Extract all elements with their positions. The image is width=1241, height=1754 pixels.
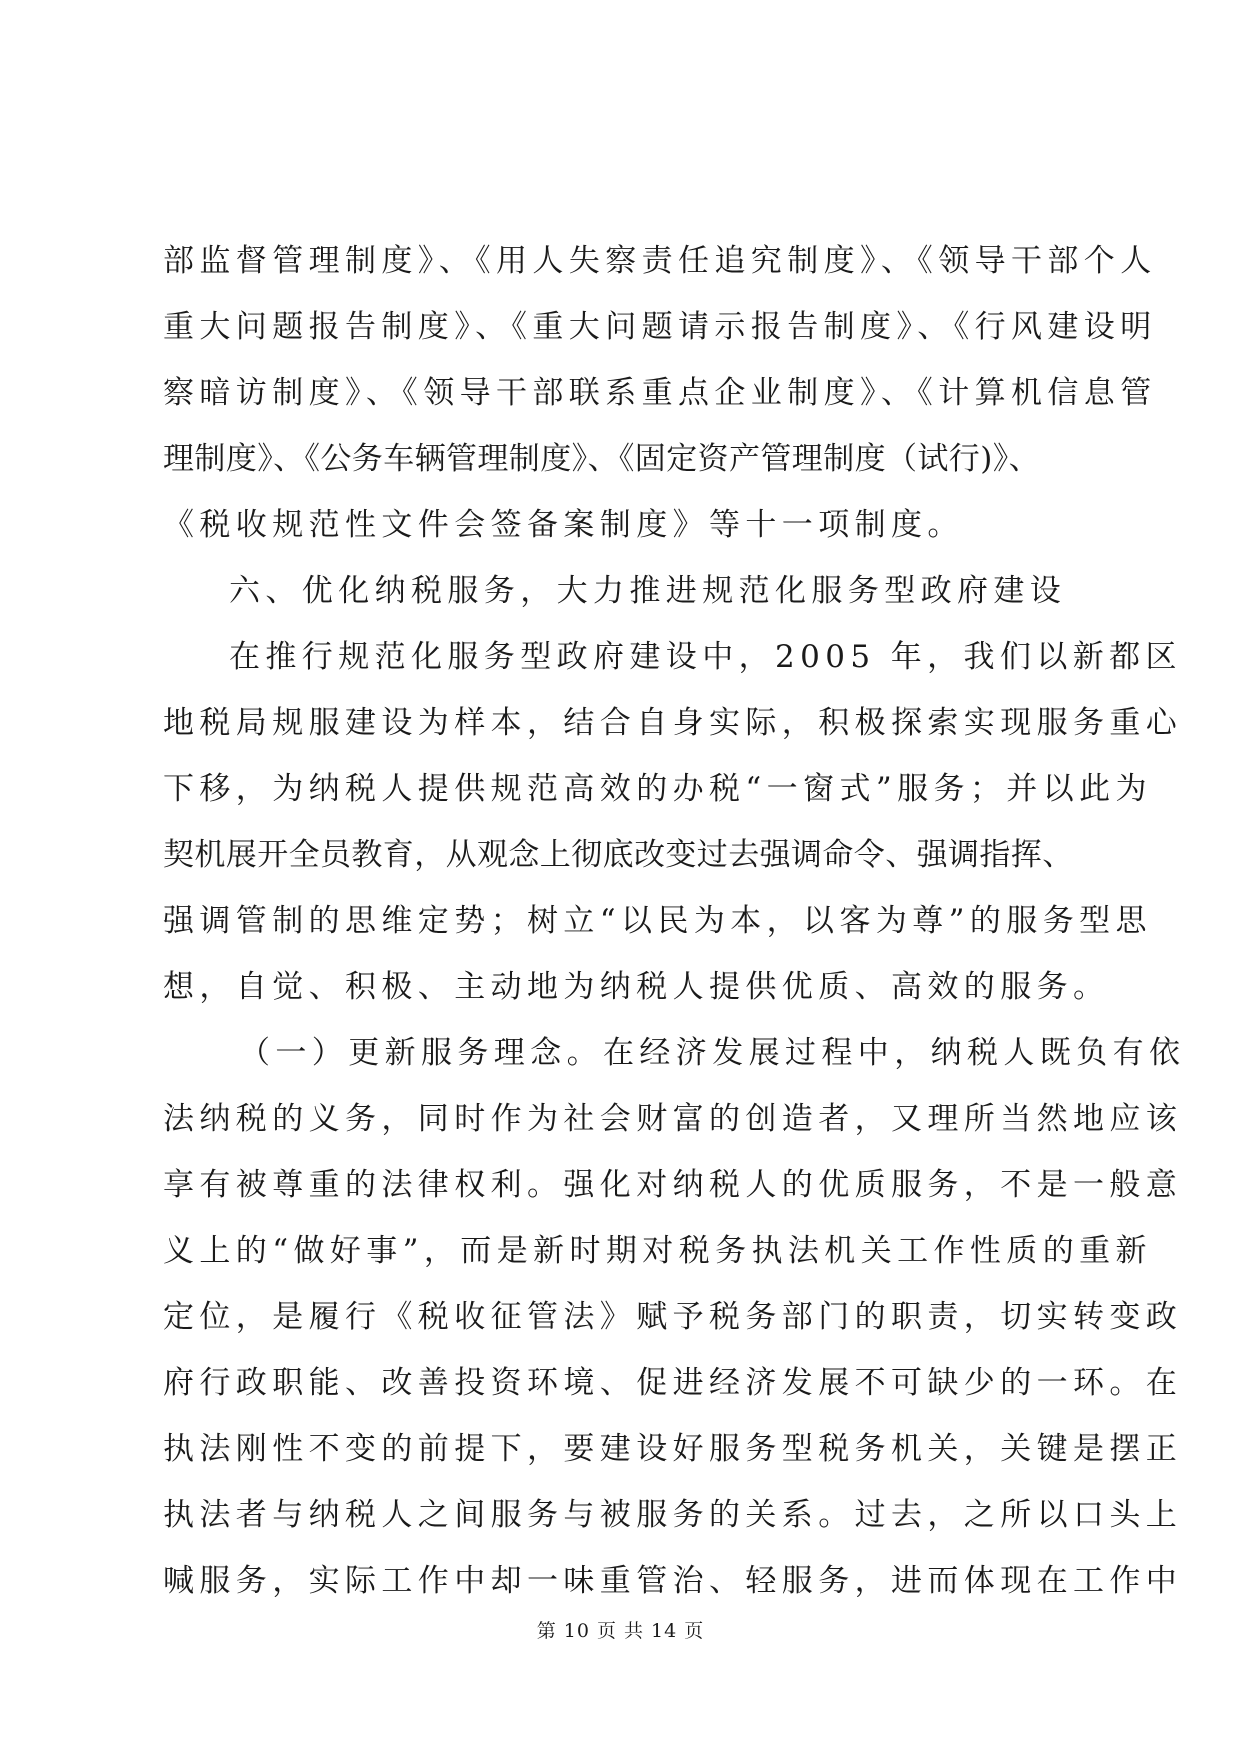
text-line: 察暗访制度》、《领导干部联系重点企业制度》、《计算机信息管	[163, 375, 1157, 411]
body-text	[163, 228, 1186, 1614]
text-line: 义上的“做好事”，而是新时期对税务执法机关工作性质的重新	[163, 1233, 1152, 1269]
text-line: 契机展开全员教育，从观念上彻底改变过去强调命令、强调指挥、	[163, 837, 1074, 873]
section-heading: 六、优化纳税服务，大力推进规范化服务型政府建设	[229, 573, 1067, 609]
text-line: 下移，为纳税人提供规范高效的办税“一窗式”服务；并以此为	[163, 771, 1152, 807]
text-line: 想，自觉、积极、主动地为纳税人提供优质、高效的服务。	[163, 969, 1110, 1005]
text-line: 部监督管理制度》、《用人失察责任追究制度》、《领导干部个人	[163, 243, 1157, 279]
text-line: 法纳税的义务，同时作为社会财富的创造者，又理所当然地应该	[163, 1101, 1183, 1137]
text-line: 执法刚性不变的前提下，要建设好服务型税务机关，关键是摆正	[163, 1431, 1183, 1467]
text-line: 喊服务，实际工作中却一味重管治、轻服务，进而体现在工作中	[163, 1563, 1183, 1599]
text-line: 强调管制的思维定势；树立“以民为本，以客为尊”的服务型思	[163, 903, 1152, 939]
text-line: 《税收规范性文件会签备案制度》等十一项制度。	[163, 507, 964, 543]
page-number-footer: 第 10 页 共 14 页	[536, 1620, 705, 1642]
subsection-heading: （一）更新服务理念。在经济发展过程中，纳税人既负有依	[239, 1035, 1186, 1071]
text-line: 理制度》、《公务车辆管理制度》、《固定资产管理制度（试行)》、	[163, 441, 1040, 477]
text-line: 享有被尊重的法律权利。强化对纳税人的优质服务，不是一般意	[163, 1167, 1183, 1203]
text-line: 重大问题报告制度》、《重大问题请示报告制度》、《行风建设明	[163, 309, 1157, 345]
text-line: 地税局规服建设为样本，结合自身实际，积极探索实现服务重心	[163, 705, 1183, 741]
text-line: 在推行规范化服务型政府建设中，2005 年，我们以新都区	[229, 639, 1182, 675]
text-line: 府行政职能、改善投资环境、促进经济发展不可缺少的一环。在	[163, 1365, 1183, 1401]
text-line: 执法者与纳税人之间服务与被服务的关系。过去，之所以口头上	[163, 1497, 1183, 1533]
text-line: 定位，是履行《税收征管法》赋予税务部门的职责，切实转变政	[163, 1299, 1183, 1335]
